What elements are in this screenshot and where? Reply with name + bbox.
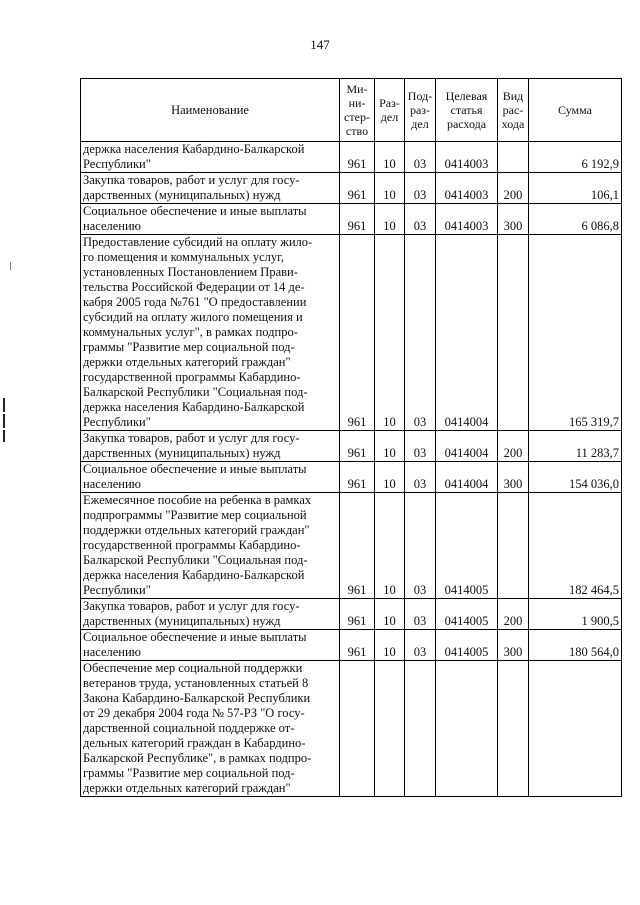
column-header-target: Целевая статья расхода (436, 79, 498, 142)
row-expense-type (498, 661, 529, 797)
row-ministry: 961 (340, 630, 375, 661)
row-target: 0414003 (436, 142, 498, 173)
row-ministry (340, 661, 375, 797)
row-sum: 106,1 (529, 173, 622, 204)
row-subsection: 03 (405, 235, 436, 431)
row-ministry: 961 (340, 235, 375, 431)
row-name: Закупка товаров, работ и услуг для госу- дарственных (муниципальных) нужд (81, 431, 340, 462)
row-expense-type (498, 493, 529, 599)
row-section: 10 (375, 493, 405, 599)
table-body (81, 142, 622, 797)
row-expense-type: 200 (498, 173, 529, 204)
row-section: 10 (375, 142, 405, 173)
scan-mark (3, 414, 5, 428)
scan-mark (10, 262, 11, 270)
table-row (81, 462, 622, 493)
row-sum: 6 086,8 (529, 204, 622, 235)
table-row (81, 630, 622, 661)
row-sum: 182 464,5 (529, 493, 622, 599)
row-section: 10 (375, 599, 405, 630)
column-header-ministry: Ми- ни- стер- ство (340, 79, 375, 142)
row-ministry: 961 (340, 204, 375, 235)
row-name: Закупка товаров, работ и услуг для госу- дарственных (муниципальных) нужд (81, 173, 340, 204)
row-subsection: 03 (405, 173, 436, 204)
row-sum: 154 036,0 (529, 462, 622, 493)
row-target: 0414005 (436, 493, 498, 599)
table-row (81, 661, 622, 797)
row-subsection: 03 (405, 431, 436, 462)
row-expense-type: 300 (498, 462, 529, 493)
row-target: 0414004 (436, 235, 498, 431)
row-sum: 11 283,7 (529, 431, 622, 462)
scan-mark (3, 398, 5, 412)
column-header-sum: Сумма (529, 79, 622, 142)
table-row (81, 431, 622, 462)
table-row (81, 599, 622, 630)
column-header-subsection: Под- раз- дел (405, 79, 436, 142)
row-section (375, 661, 405, 797)
row-sum: 1 900,5 (529, 599, 622, 630)
row-expense-type: 300 (498, 204, 529, 235)
row-sum: 165 319,7 (529, 235, 622, 431)
row-target: 0414005 (436, 630, 498, 661)
row-target: 0414004 (436, 431, 498, 462)
row-sum (529, 661, 622, 797)
row-subsection: 03 (405, 493, 436, 599)
column-header-section: Раз- дел (375, 79, 405, 142)
row-subsection: 03 (405, 142, 436, 173)
row-subsection: 03 (405, 599, 436, 630)
row-expense-type (498, 235, 529, 431)
row-subsection (405, 661, 436, 797)
row-target: 0414005 (436, 599, 498, 630)
page-number: 147 (310, 37, 330, 52)
row-target: 0414003 (436, 204, 498, 235)
row-section: 10 (375, 630, 405, 661)
row-subsection: 03 (405, 204, 436, 235)
row-section: 10 (375, 235, 405, 431)
row-ministry: 961 (340, 173, 375, 204)
row-ministry: 961 (340, 462, 375, 493)
row-expense-type: 300 (498, 630, 529, 661)
row-section: 10 (375, 204, 405, 235)
column-header-expense-type: Вид рас- хода (498, 79, 529, 142)
row-ministry: 961 (340, 142, 375, 173)
row-expense-type (498, 142, 529, 173)
row-sum: 6 192,9 (529, 142, 622, 173)
row-name: Ежемесячное пособие на ребенка в рамках подпрограммы "Развитие мер социальной поддержки отдельных категорий граждан" государственной программы Кабардино- Балкарской Республики "Социальная под- держка населения Кабардино-Балкарской Республики" (81, 493, 340, 599)
row-name: Социальное обеспечение и иные выплаты населению (81, 462, 340, 493)
row-name: Предоставление субсидий на оплату жило- го помещения и коммунальных услуг, установленных Постановлением Прави- тельства Российской Федерации от 14 де- кабря 2005 года №761 "О предоставлении субсидий на оплату жилого помещения и коммунальных услуг", в рамках подпро- граммы "Развитие мер социальной под- держки отдельных категорий граждан" государственной программы Кабардино- Балкарской Республики "Социальная под- держка населения Кабардино-Балкарской Республики" (81, 235, 340, 431)
row-ministry: 961 (340, 431, 375, 462)
budget-table (80, 78, 622, 797)
row-expense-type: 200 (498, 599, 529, 630)
row-name: держка населения Кабардино-Балкарской Республики" (81, 142, 340, 173)
scan-mark (3, 430, 5, 442)
row-sum: 180 564,0 (529, 630, 622, 661)
row-section: 10 (375, 462, 405, 493)
table-row (81, 204, 622, 235)
row-name: Социальное обеспечение и иные выплаты населению (81, 204, 340, 235)
row-section: 10 (375, 431, 405, 462)
row-name: Обеспечение мер социальной поддержки ветеранов труда, установленных статьей 8 Закона Кабардино-Балкарской Республики от 29 декабря 2004 года № 57-РЗ "О госу- дарственной социальной поддержке от- дельных категорий граждан в Кабардино- Балкарской Республике", в рамках подпро- граммы "Развитие мер социальной под- держки отдельных категорий граждан" (81, 661, 340, 797)
table-row (81, 235, 622, 431)
table-row (81, 173, 622, 204)
row-name: Социальное обеспечение и иные выплаты населению (81, 630, 340, 661)
row-target (436, 661, 498, 797)
table-header-row (81, 79, 622, 142)
row-section: 10 (375, 173, 405, 204)
table-row (81, 493, 622, 599)
row-ministry: 961 (340, 493, 375, 599)
row-subsection: 03 (405, 630, 436, 661)
row-ministry: 961 (340, 599, 375, 630)
row-target: 0414004 (436, 462, 498, 493)
row-target: 0414003 (436, 173, 498, 204)
table-row (81, 142, 622, 173)
row-subsection: 03 (405, 462, 436, 493)
row-name: Закупка товаров, работ и услуг для госу- дарственных (муниципальных) нужд (81, 599, 340, 630)
column-header-name: Наименование (81, 79, 340, 142)
row-expense-type: 200 (498, 431, 529, 462)
